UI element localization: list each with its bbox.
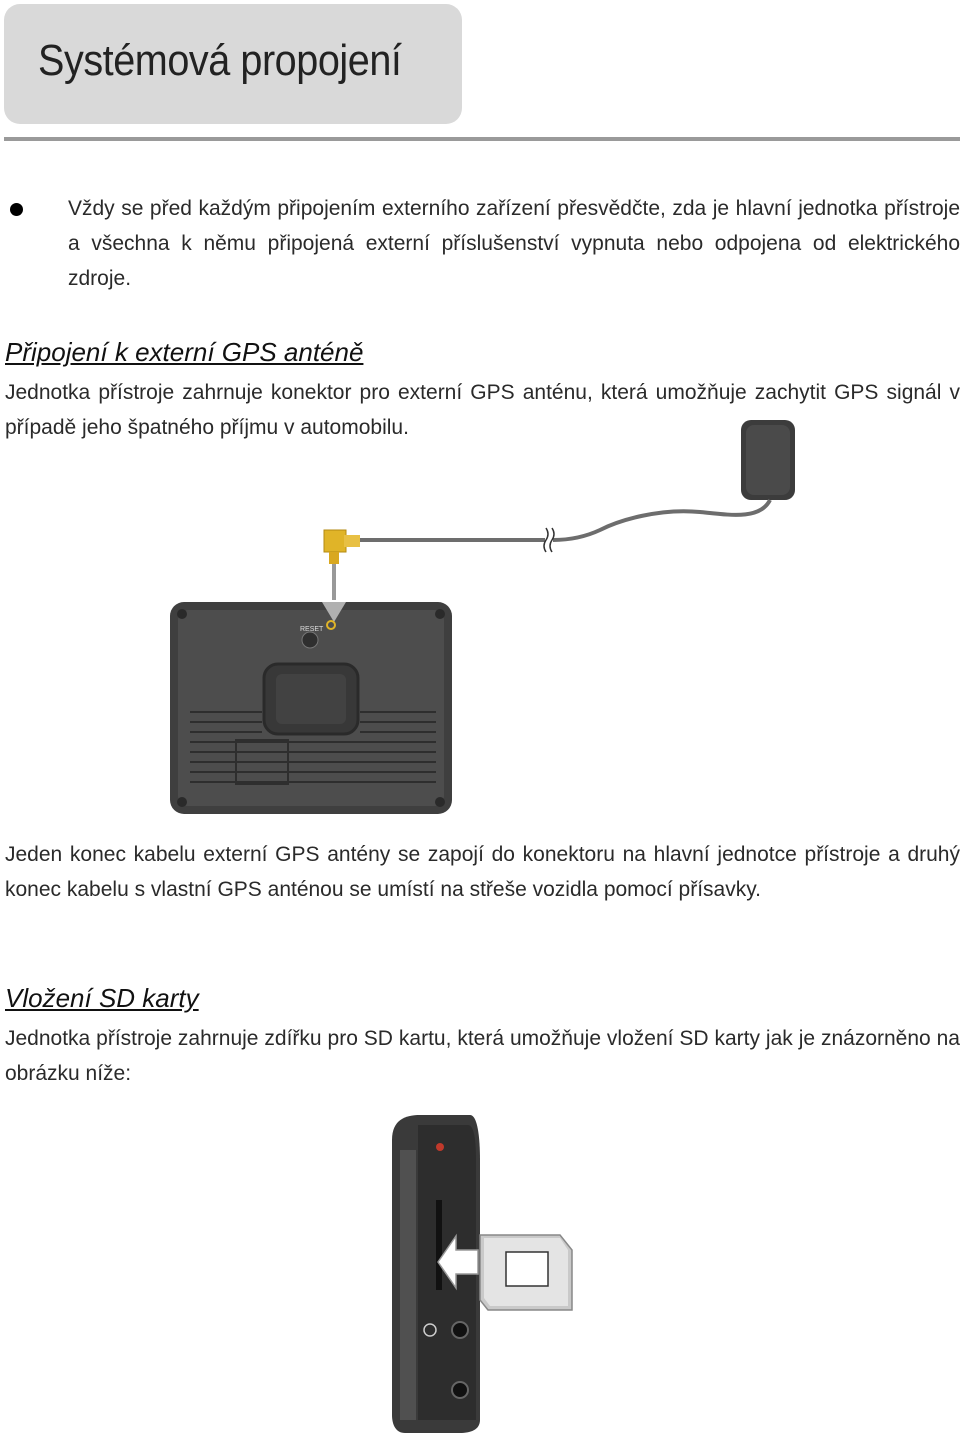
device-back-icon [170, 602, 452, 814]
gps-connector-icon [324, 530, 360, 600]
title-divider [4, 137, 960, 141]
sd-card-icon [480, 1235, 572, 1310]
bullet-text: Vždy se před každým připojením externího zařízení přesvědčte, zda je hlavní jednotka přístroje a všechna k němu připojená externí příslušenství vypnuta nebo odpojena od elektrického zdroje. [68, 197, 960, 290]
sd-section-intro: Jednotka přístroje zahrnuje zdířku pro SD kartu, která umožňuje vložení SD karty jak je znázorněno na obrázku níže: [5, 1027, 960, 1085]
gps-antenna-icon [741, 420, 795, 500]
gps-section-heading: Připojení k externí GPS anténě [5, 337, 364, 367]
sd-section-heading: Vložení SD karty [5, 983, 199, 1013]
gps-antenna-figure [160, 415, 810, 820]
bullet-icon [10, 203, 23, 216]
reset-label: RESET [300, 626, 324, 633]
page-title: Systémová propojení [38, 36, 402, 85]
gps-section-intro: Jednotka přístroje zahrnuje konektor pro externí GPS anténu, která umožňuje zachytit GPS signál v případě jeho špatného příjmu v automobilu. [5, 381, 960, 439]
sd-card-figure [385, 1110, 585, 1435]
gps-section-description: Jeden konec kabelu externí GPS antény se zapojí do konektoru na hlavní jednotce přístroje a druhý konec kabelu s vlastní GPS anténou se umístí na střeše vozidla pomocí přísavky. [5, 843, 960, 901]
antenna-cable [553, 500, 770, 540]
